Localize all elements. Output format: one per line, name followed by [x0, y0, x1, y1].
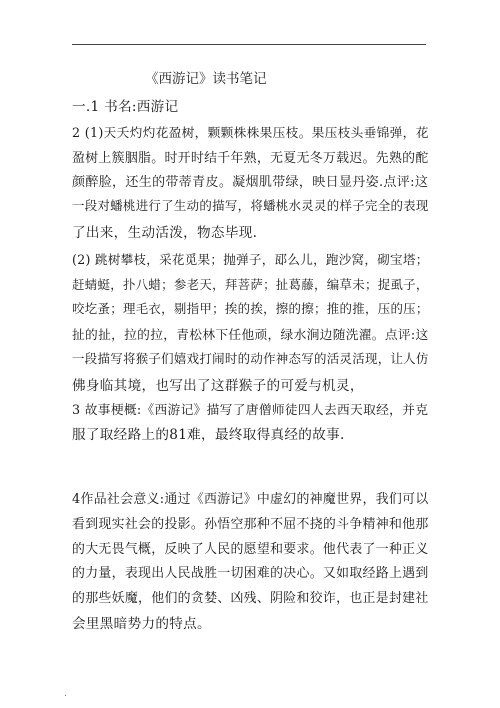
body-line: 一段描写将猴子们嬉戏打闹时的动作神态写的活灵活现，让人仿 [72, 351, 429, 366]
body-line: 的力量，表现出人民战胜一切困难的决心。又如取经路上遇到 [72, 566, 429, 581]
footer-mark: . [64, 689, 67, 699]
body-line: 了出来，生动活泼，物态毕现. [72, 225, 258, 241]
book-name-line: 一.1 书名:西游记 [72, 99, 179, 115]
body-line: 服了取经路上的81难，最终取得真经的故事. [72, 427, 345, 443]
body-line: 佛身临其境，也写出了这群猴子的可爱与机灵， [72, 378, 364, 394]
body-line: (2) 跳树攀枝，采花觅果；抛弹子，邷么儿，跑沙窝，砌宝塔； [72, 252, 429, 267]
body-line: 的那些妖魔，他们的贪婪、凶残、阴险和狡诈，也正是封建社 [72, 591, 429, 606]
body-line: 看到现实社会的投影。孙悟空那种不屈不挠的斗争精神和他那 [72, 517, 429, 532]
page-title: 《西游记》读书笔记 [145, 71, 267, 87]
body-line: 2 (1)天夭灼灼花盈树，颗颗株株果压枝。果压枝头垂锦弹，花 [72, 125, 429, 140]
body-line: 3 故事梗概:《西游记》描写了唐僧师徒四人去西天取经，并克 [72, 403, 429, 418]
body-line: 一段对蟠桃进行了生动的描写，将蟠桃水灵灵的样子完全的表现 [72, 198, 429, 213]
body-line: 的大无畏气概，反映了人民的愿望和要求。他代表了一种正义 [72, 542, 429, 557]
body-line: 颜醉脸，还生的带蒂青皮。凝烟肌带绿，映日显丹姿.点评:这 [72, 175, 429, 190]
body-line: 赶蜻蜓，扑八蜡；参老天，拜菩萨；扯葛藤，编草未；捉虱子， [72, 277, 429, 292]
header-rule [72, 44, 426, 45]
body-line: 4作品社会意义:通过《西游记》中虚幻的神魔世界，我们可以 [72, 492, 429, 507]
body-line: 盈树上簇胭脂。时开时结千年熟，无夏无冬万载迟。先熟的酡 [72, 151, 429, 166]
body-line: 会里黑暗势力的特点。 [72, 616, 211, 632]
body-line: 扯的扯，拉的拉，青松林下任他顽，绿水涧边随洗濯。点评:这 [72, 328, 429, 343]
body-line: 咬圪蚤；理毛衣，剔指甲；挨的挨，擦的擦；推的推，压的压； [72, 301, 429, 316]
